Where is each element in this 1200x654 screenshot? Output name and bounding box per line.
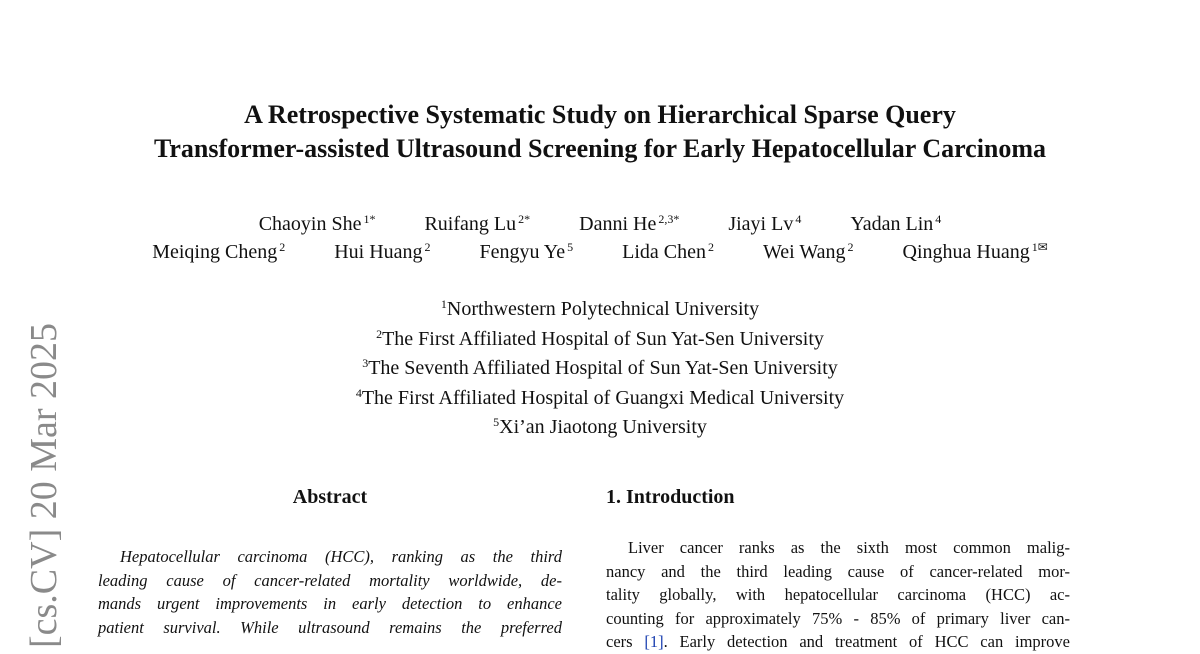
abstract-line: mands urgent improvements in early detection to enhance xyxy=(98,594,562,614)
intro-line: cers [1]. Early detection and treatment of HCC can improve xyxy=(606,632,1070,652)
author: Danni He $^{2,3*}$ xyxy=(579,212,680,235)
abstract-line: patient survival. While ultrasound remains the preferred xyxy=(98,617,562,637)
title-line-2: Transformer-assisted Ultrasound Screening for Early Hepatocellular Carcinoma xyxy=(153,134,1047,163)
title-line-1: A Retrospective Systematic Study on Hierarchical Sparse Query xyxy=(244,100,956,129)
affiliation: $^5$Xi’an Jiaotong University xyxy=(493,415,707,438)
affiliation: $^4$The First Affiliated Hospital of Guangxi Medical University xyxy=(355,385,845,409)
author: Yadan Lin $^4$ xyxy=(850,212,942,235)
author: Meiqing Cheng $^2$ xyxy=(152,240,286,263)
affiliation: $^2$The First Affiliated Hospital of Sun Yat-Sen University xyxy=(376,326,824,350)
abstract-text xyxy=(98,545,562,639)
author-corresponding: Qinghua Huang $^{1✉}$ xyxy=(902,240,1048,263)
author: Ruifang Lu $^{2*}$ xyxy=(424,212,531,235)
citation-link[interactable]: [1] xyxy=(644,632,664,652)
arxiv-stamp: [cs.CV] 20 Mar 2025 xyxy=(23,322,65,648)
author: Lida Chen $^2$ xyxy=(622,240,714,263)
author: Hui Huang $^2$ xyxy=(334,240,431,263)
introduction-text xyxy=(606,536,1070,654)
author-list-row-2 xyxy=(0,241,1200,264)
intro-line: tality globally, with hepatocellular carcinoma (HCC) ac- xyxy=(606,585,1070,605)
abstract-heading: Abstract xyxy=(292,486,368,508)
introduction-heading: 1. Introduction xyxy=(606,486,735,508)
affiliation: $^3$The Seventh Affiliated Hospital of Sun Yat-Sen University xyxy=(362,356,838,379)
abstract-line: leading cause of cancer-related mortality worldwide, de- xyxy=(98,570,562,590)
author: Chaoyin She $^{1*}$ xyxy=(258,212,376,235)
affiliation-list xyxy=(0,296,1200,444)
intro-line: Liver cancer ranks as the sixth most common malig- xyxy=(628,538,1070,557)
abstract-line: Hepatocellular carcinoma (HCC), ranking as the third xyxy=(120,547,562,566)
intro-line: counting for approximately 75% - 85% of primary liver can- xyxy=(606,608,1070,628)
intro-line: nancy and the third leading cause of cancer-related mor- xyxy=(606,561,1070,581)
author: Fengyu Ye $^5$ xyxy=(479,240,574,263)
affiliation: $^1$Northwestern Polytechnical University xyxy=(440,297,760,320)
paper-title xyxy=(0,98,1200,166)
author: Jiayi Lv $^4$ xyxy=(728,212,802,235)
author: Wei Wang $^2$ xyxy=(763,240,854,263)
author-list-row-1 xyxy=(0,213,1200,236)
